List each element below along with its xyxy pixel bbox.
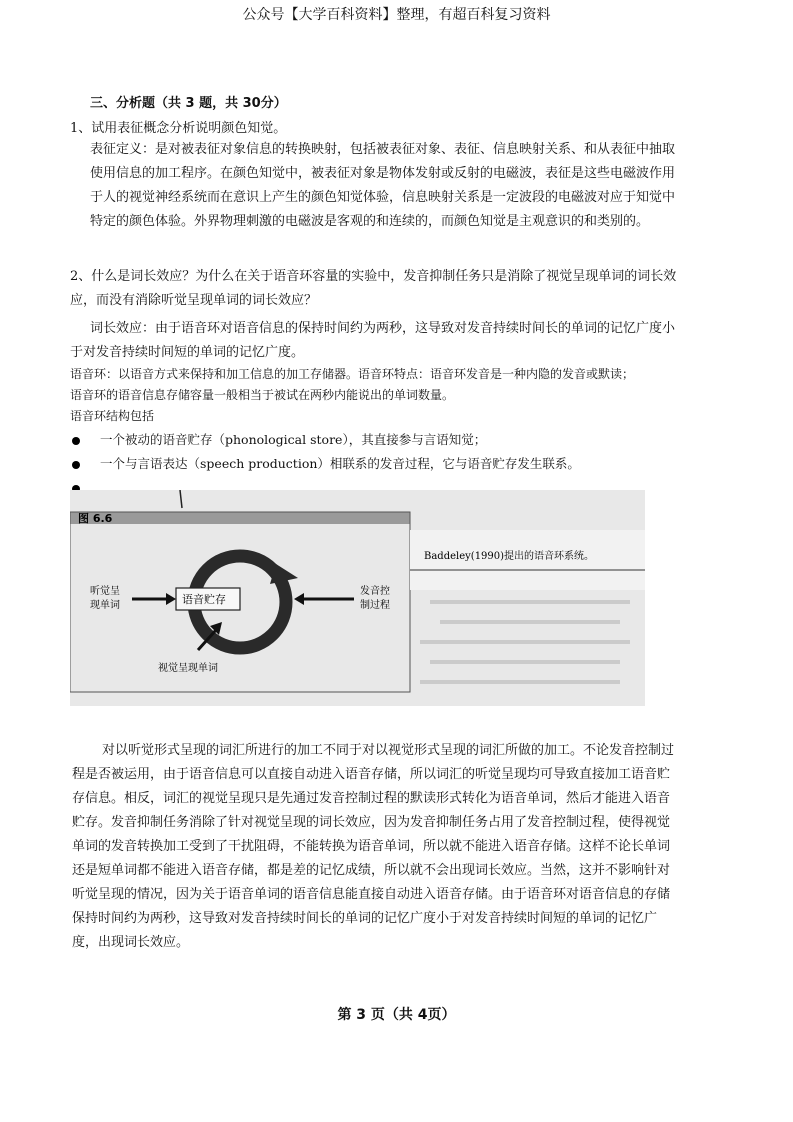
- left-input-label-1: 听觉呈: [90, 586, 120, 597]
- loop-diagram: [70, 490, 645, 706]
- explanation-line: 保持时间约为两秒，这导致对发音持续时间长的单词的记忆广度小于对发音持续时间短的单词的记忆广: [72, 911, 658, 926]
- phonological-loop-figure: [70, 490, 645, 706]
- answer-1-line: 于人的视觉神经系统而在意识上产生的颜色知觉体验，信息映射关系是一定波段的电磁波对应于知觉中: [90, 190, 676, 205]
- bullet-dot-icon: [72, 437, 80, 445]
- explanation-paragraph: [72, 739, 674, 955]
- explanation-line: 对以听觉形式呈现的词汇所进行的加工不同于对以视觉形式呈现的词汇所做的加工。不论发音控制过: [102, 743, 675, 758]
- page-number: 第 3 页（共 4页）: [337, 1007, 456, 1023]
- explanation-line: 存信息。相反，词汇的视觉呈现只是先通过发音控制过程的默读形式转化为语音单词，然后才能进入语音: [72, 791, 671, 806]
- definition-line: 词长效应：由于语音环对语音信息的保持时间约为两秒，这导致对发音持续时间长的单词的记忆广度小: [90, 321, 676, 336]
- right-input-label-1: 发音控: [360, 586, 390, 597]
- store-label: 语音贮存: [182, 593, 226, 606]
- watermark-header: 公众号【大学百科资料】整理，有超百科复习资料: [242, 7, 551, 23]
- loop-line: 语音环：以语音方式来保持和加工信息的加工存储器。语音环特点：语音环发音是一种内隐的发音或默读；: [70, 367, 635, 381]
- section-title: 三、分析题（共 3 题，共 30分）: [90, 96, 287, 111]
- right-input-label-2: 制过程: [360, 600, 390, 611]
- question-2: [70, 265, 676, 313]
- figure-label-bar: [70, 512, 410, 524]
- explanation-line: 听觉呈现的情况，因为关于语音单词的语音信息能直接自动进入语音存储。由于语音环对语音信息的存储: [72, 887, 671, 902]
- bullet-dot-icon: [72, 461, 80, 469]
- bullet-item: [72, 428, 580, 452]
- explanation-line: 单词的发音转换加工受到了干扰阻碍，不能转换为语音单词，所以就不能进入语音存储。这样不论长单词: [72, 839, 671, 854]
- left-input-label-2: 现单词: [90, 600, 120, 611]
- question-2-line: 2、什么是词长效应？为什么在关于语音环容量的实验中，发音抑制任务只是消除了视觉呈现单词的词长效: [70, 269, 677, 284]
- loop-line: 语音环的语音信息存储容量一般相当于被试在两秒内能说出的单词数量。: [70, 388, 455, 402]
- word-length-definition: [70, 317, 675, 365]
- answer-1-line: 特定的颜色体验。外界物理刺激的电磁波是客观的和连续的，而颜色知觉是主观意识的和类别的。: [90, 214, 650, 229]
- figure-label: 图 6.6: [78, 512, 113, 525]
- explanation-line: 还是短单词都不能进入语音存储，都是差的记忆成绩，所以就不会出现词长效应。当然，这并不影响针对: [72, 863, 671, 878]
- bullet-text: 一个被动的语音贮存（phonological store），其直接参与言语知觉；: [100, 432, 487, 447]
- question-1: 1、试用表征概念分析说明颜色知觉。: [70, 121, 287, 136]
- answer-1-line: 使用信息的加工程序。在颜色知觉中，被表征对象是物体发射或反射的电磁波，表征是这些电磁波作用: [90, 166, 676, 181]
- definition-line: 于对发音持续时间短的单词的记忆广度。: [70, 345, 305, 360]
- bullet-text: 一个与言语表达（speech production）相联系的发音过程，它与语音贮存发生联系。: [100, 456, 580, 471]
- answer-1: [90, 138, 675, 234]
- bottom-input-label: 视觉呈现单词: [158, 663, 218, 674]
- bullet-item: [72, 452, 580, 476]
- loop-line: 语音环结构包括: [70, 409, 155, 423]
- figure-caption: Baddeley(1990)提出的语音环系统。: [424, 551, 595, 562]
- answer-1-line: 表征定义：是对被表征对象信息的转换映射，包括被表征对象、表征、信息映射关系、和从表征中抽取: [90, 142, 676, 157]
- question-2-line: 应，而没有消除听觉呈现单词的词长效应？: [70, 293, 318, 308]
- explanation-line: 贮存。发音抑制任务消除了针对视觉呈现的词长效应，因为发音抑制任务占用了发音控制过程，使得视觉: [72, 815, 671, 830]
- explanation-line: 度，出现词长效应。: [72, 935, 190, 950]
- phonological-loop-text: [70, 364, 634, 427]
- explanation-line: 程是否被运用，由于语音信息可以直接自动进入语音存储，所以词汇的听觉呈现均可导致直接加工语音贮: [72, 767, 671, 782]
